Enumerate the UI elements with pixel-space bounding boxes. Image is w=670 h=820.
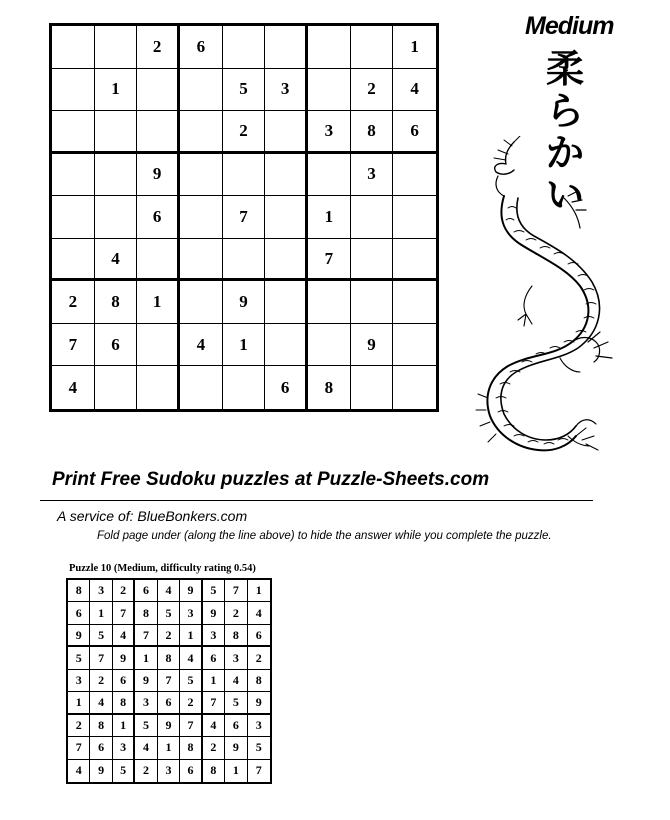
puzzle-cell: 8 [351, 111, 394, 154]
fold-line [40, 500, 593, 501]
solution-cell: 8 [203, 760, 225, 782]
solution-cell: 2 [113, 580, 135, 602]
puzzle-cell [393, 366, 436, 409]
puzzle-cell [308, 26, 351, 69]
solution-cell: 9 [180, 580, 202, 602]
puzzle-cell: 1 [137, 281, 180, 324]
puzzle-cell: 7 [52, 324, 95, 367]
solution-cell: 1 [225, 760, 247, 782]
puzzle-cell: 1 [223, 324, 266, 367]
puzzle-cell [52, 111, 95, 154]
japanese-char: ら [545, 89, 584, 133]
puzzle-cell [180, 196, 223, 239]
solution-cell: 4 [68, 760, 90, 782]
solution-cell: 5 [203, 580, 225, 602]
solution-cell: 4 [225, 670, 247, 692]
solution-cell: 5 [248, 737, 270, 759]
puzzle-cell [95, 111, 138, 154]
solution-cell: 9 [248, 692, 270, 714]
solution-cell: 3 [158, 760, 180, 782]
solution-cell: 2 [68, 715, 90, 737]
puzzle-cell: 6 [265, 366, 308, 409]
solution-cell: 9 [203, 602, 225, 624]
puzzle-cell [180, 154, 223, 197]
solution-cell: 3 [248, 715, 270, 737]
solution-cell: 9 [68, 625, 90, 647]
puzzle-cell [180, 239, 223, 282]
puzzle-cell [265, 154, 308, 197]
solution-cell: 3 [225, 647, 247, 669]
puzzle-cell [180, 111, 223, 154]
puzzle-cell: 2 [351, 69, 394, 112]
solution-cell: 2 [135, 760, 157, 782]
puzzle-cell [351, 196, 394, 239]
solution-cell: 1 [90, 602, 112, 624]
solution-cell: 3 [135, 692, 157, 714]
solution-cell: 7 [158, 670, 180, 692]
solution-cell: 1 [113, 715, 135, 737]
solution-cell: 1 [158, 737, 180, 759]
solution-cell: 8 [248, 670, 270, 692]
puzzle-cell: 6 [95, 324, 138, 367]
puzzle-cell [52, 154, 95, 197]
solution-cell: 6 [90, 737, 112, 759]
puzzle-cell [95, 366, 138, 409]
solution-cell: 9 [225, 737, 247, 759]
puzzle-cell [137, 239, 180, 282]
japanese-char: か [545, 131, 584, 175]
solution-cell: 7 [68, 737, 90, 759]
puzzle-cell [137, 69, 180, 112]
puzzle-cell: 3 [265, 69, 308, 112]
puzzle-cell: 1 [95, 69, 138, 112]
solution-cell: 5 [68, 647, 90, 669]
solution-cell: 4 [113, 625, 135, 647]
puzzle-cell: 4 [95, 239, 138, 282]
puzzle-cell: 5 [223, 69, 266, 112]
puzzle-cell: 9 [223, 281, 266, 324]
difficulty-label: Medium [525, 12, 614, 40]
puzzle-cell: 6 [393, 111, 436, 154]
solution-cell: 1 [203, 670, 225, 692]
solution-cell: 2 [90, 670, 112, 692]
solution-cell: 6 [248, 625, 270, 647]
solution-cell: 4 [203, 715, 225, 737]
puzzle-cell [52, 196, 95, 239]
solution-cell: 6 [135, 580, 157, 602]
solution-cell: 7 [135, 625, 157, 647]
solution-cell: 5 [113, 760, 135, 782]
solution-cell: 4 [90, 692, 112, 714]
puzzle-cell [351, 366, 394, 409]
solution-cell: 6 [158, 692, 180, 714]
puzzle-cell: 4 [180, 324, 223, 367]
solution-cell: 7 [225, 580, 247, 602]
puzzle-cell [223, 154, 266, 197]
solution-cell: 4 [135, 737, 157, 759]
dragon-illustration [468, 136, 616, 456]
puzzle-cell [308, 281, 351, 324]
solution-cell: 3 [180, 602, 202, 624]
solution-cell: 1 [68, 692, 90, 714]
puzzle-cell [308, 69, 351, 112]
puzzle-cell [393, 324, 436, 367]
puzzle-cell [52, 26, 95, 69]
puzzle-cell: 9 [351, 324, 394, 367]
puzzle-cell [351, 239, 394, 282]
puzzle-cell [393, 196, 436, 239]
puzzle-cell [223, 366, 266, 409]
solution-cell: 8 [180, 737, 202, 759]
solution-cell: 1 [180, 625, 202, 647]
solution-cell: 9 [158, 715, 180, 737]
puzzle-cell [265, 281, 308, 324]
solution-cell: 6 [180, 760, 202, 782]
solution-cell: 8 [158, 647, 180, 669]
puzzle-cell: 1 [308, 196, 351, 239]
puzzle-cell [180, 366, 223, 409]
puzzle-cell: 2 [223, 111, 266, 154]
japanese-char: 柔 [545, 47, 584, 91]
solution-cell: 8 [90, 715, 112, 737]
solution-cell: 6 [203, 647, 225, 669]
solution-cell: 6 [225, 715, 247, 737]
puzzle-cell [180, 69, 223, 112]
puzzle-cell [393, 281, 436, 324]
solution-cell: 3 [90, 580, 112, 602]
puzzle-cell [180, 281, 223, 324]
solution-cell: 3 [113, 737, 135, 759]
puzzle-cell: 9 [137, 154, 180, 197]
puzzle-cell: 8 [95, 281, 138, 324]
solution-cell: 4 [248, 602, 270, 624]
solution-cell: 2 [248, 647, 270, 669]
solution-cell: 2 [180, 692, 202, 714]
puzzle-cell [95, 154, 138, 197]
solution-title: Puzzle 10 (Medium, difficulty rating 0.54) [69, 563, 256, 574]
puzzle-cell [351, 281, 394, 324]
puzzle-cell: 8 [308, 366, 351, 409]
puzzle-cell [308, 154, 351, 197]
solution-cell: 5 [180, 670, 202, 692]
puzzle-cell [351, 26, 394, 69]
puzzle-cell: 1 [393, 26, 436, 69]
solution-cell: 3 [203, 625, 225, 647]
puzzle-cell: 7 [308, 239, 351, 282]
puzzle-cell [95, 196, 138, 239]
solution-cell: 1 [135, 647, 157, 669]
puzzle-grid [49, 23, 439, 412]
puzzle-cell [137, 324, 180, 367]
puzzle-cell [393, 154, 436, 197]
site-banner: Print Free Sudoku puzzles at Puzzle-Sheets.com [52, 469, 490, 490]
solution-cell: 9 [113, 647, 135, 669]
solution-cell: 9 [135, 670, 157, 692]
puzzle-cell: 3 [308, 111, 351, 154]
solution-cell: 6 [113, 670, 135, 692]
solution-cell: 7 [180, 715, 202, 737]
japanese-char: い [545, 173, 584, 217]
puzzle-cell [137, 366, 180, 409]
puzzle-cell [52, 69, 95, 112]
puzzle-cell [223, 239, 266, 282]
puzzle-cell [265, 196, 308, 239]
solution-cell: 8 [113, 692, 135, 714]
puzzle-cell [223, 26, 266, 69]
service-credit: A service of: BlueBonkers.com [57, 508, 248, 524]
puzzle-cell [52, 239, 95, 282]
solution-cell: 5 [90, 625, 112, 647]
solution-cell: 2 [225, 602, 247, 624]
solution-cell: 2 [158, 625, 180, 647]
solution-cell: 4 [158, 580, 180, 602]
solution-cell: 8 [135, 602, 157, 624]
solution-cell: 8 [225, 625, 247, 647]
solution-cell: 5 [158, 602, 180, 624]
puzzle-cell: 6 [137, 196, 180, 239]
solution-cell: 7 [90, 647, 112, 669]
puzzle-cell [393, 239, 436, 282]
solution-cell: 2 [203, 737, 225, 759]
solution-grid [66, 578, 272, 784]
fold-instruction: Fold page under (along the line above) to hide the answer while you complete the puzzle. [97, 530, 552, 542]
solution-cell: 7 [255, 763, 262, 778]
solution-cell: 1 [248, 580, 270, 602]
puzzle-cell [265, 324, 308, 367]
puzzle-cell [95, 26, 138, 69]
puzzle-cell: 4 [52, 366, 95, 409]
puzzle-cell: 4 [393, 69, 436, 112]
puzzle-cell: 3 [351, 154, 394, 197]
solution-cell: 5 [225, 692, 247, 714]
solution-cell: 8 [68, 580, 90, 602]
puzzle-cell [265, 239, 308, 282]
solution-cell: 6 [68, 602, 90, 624]
solution-cell: 7 [203, 692, 225, 714]
puzzle-cell [265, 111, 308, 154]
puzzle-cell [137, 111, 180, 154]
solution-cell: 5 [135, 715, 157, 737]
puzzle-cell [308, 324, 351, 367]
solution-cell: 7 [113, 602, 135, 624]
puzzle-cell: 7 [223, 196, 266, 239]
puzzle-cell: 2 [52, 281, 95, 324]
puzzle-cell: 2 [137, 26, 180, 69]
solution-cell: 4 [180, 647, 202, 669]
puzzle-cell: 6 [180, 26, 223, 69]
puzzle-cell [265, 26, 308, 69]
solution-cell: 3 [68, 670, 90, 692]
solution-cell: 9 [90, 760, 112, 782]
